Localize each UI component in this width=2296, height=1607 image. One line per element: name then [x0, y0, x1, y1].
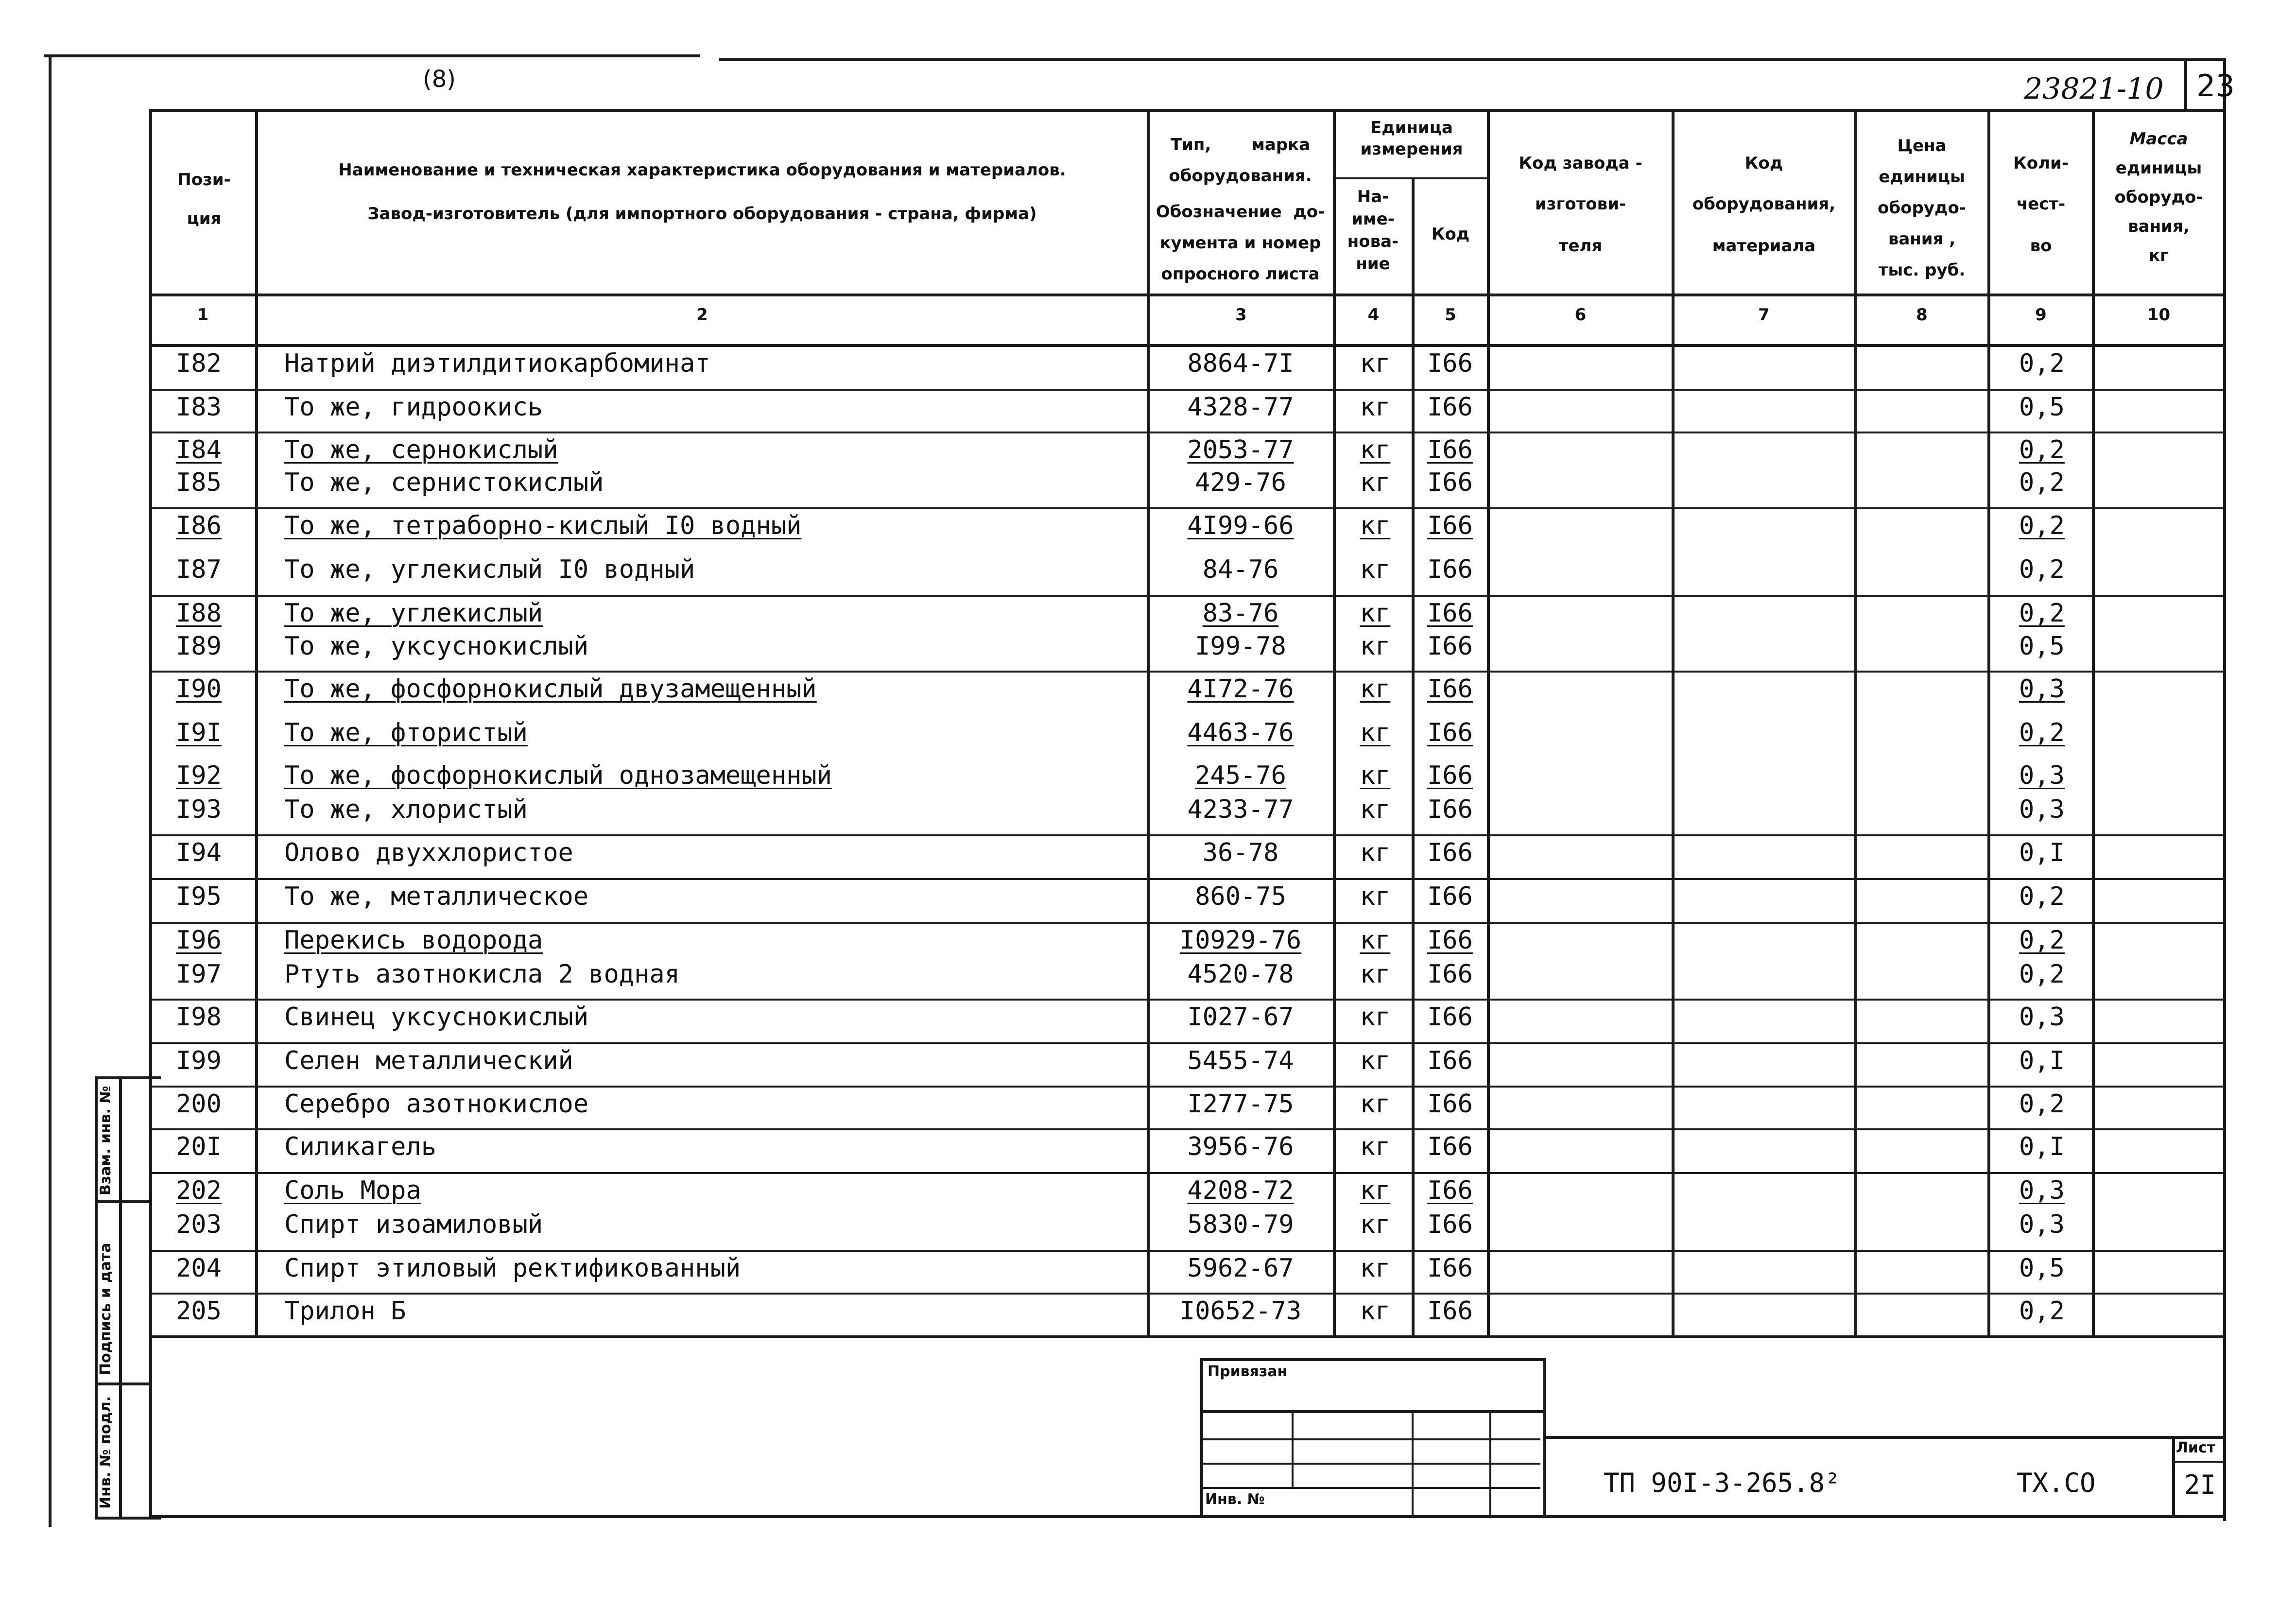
row-unit: кг [1360, 435, 1391, 465]
col-number: 2 [696, 305, 708, 325]
row-document: 4I99-66 [1187, 511, 1294, 540]
sheet-number: 2I [2184, 1469, 2216, 1500]
row-name: Силикагель [284, 1132, 437, 1161]
row-quantity: 0,5 [2019, 632, 2065, 661]
row-quantity: 0,3 [2019, 1176, 2065, 1205]
row-name: Селен металлический [284, 1046, 573, 1075]
row-name: То же, гидроокись [284, 393, 543, 422]
row-quantity: 0,2 [2019, 349, 2065, 378]
row-document: 4233-77 [1187, 795, 1294, 824]
header-plant-l3: теля [1558, 236, 1603, 256]
row-document: I027-67 [1187, 1002, 1294, 1032]
header-equip-l1: Код [1744, 154, 1783, 173]
row-quantity: 0,3 [2019, 1210, 2065, 1239]
row-position: I90 [176, 674, 222, 704]
page-marker: (8) [423, 66, 456, 93]
row-position: I82 [176, 349, 222, 378]
header-qty-l3: во [2030, 236, 2052, 256]
row-separator [149, 878, 2223, 880]
row-name: Спирт этиловый ректификованный [284, 1254, 741, 1283]
col-number: 10 [2147, 305, 2171, 325]
row-quantity: 0,2 [2019, 1089, 2065, 1119]
row-unit-code: I66 [1427, 393, 1473, 422]
row-quantity: 0,2 [2019, 435, 2065, 465]
row-name: То же, фтористый [284, 718, 528, 747]
row-unit: кг [1360, 674, 1391, 704]
header-price-l1: Цена [1897, 136, 1947, 156]
unit-group-line [1333, 177, 1487, 179]
row-quantity: 0,2 [2019, 882, 2065, 911]
row-position: I96 [176, 926, 222, 955]
row-unit-code: I66 [1427, 718, 1473, 747]
row-unit: кг [1360, 1176, 1391, 1205]
row-document: 4328-77 [1187, 393, 1294, 422]
row-unit: кг [1360, 718, 1391, 747]
col-number: 4 [1367, 305, 1380, 325]
row-quantity: 0,2 [2019, 926, 2065, 955]
page-number: 23 [2196, 68, 2235, 104]
row-position: I98 [176, 1002, 222, 1032]
row-quantity: 0,2 [2019, 555, 2065, 584]
col-number: 8 [1916, 305, 1928, 325]
side-stamp-sep-2 [95, 1382, 149, 1385]
row-position: 200 [176, 1089, 222, 1119]
row-separator [149, 834, 2223, 836]
row-separator [149, 1128, 2223, 1130]
row-name: То же, металлическое [284, 882, 589, 911]
row-position: I9I [176, 718, 222, 747]
row-unit-code: I66 [1427, 468, 1473, 497]
row-quantity: 0,2 [2019, 718, 2065, 747]
row-name: Перекись водорода [284, 926, 543, 955]
row-quantity: 0,3 [2019, 761, 2065, 790]
row-unit-code: I66 [1427, 960, 1473, 989]
row-unit: кг [1360, 882, 1391, 911]
row-position: I97 [176, 960, 222, 989]
row-position: I87 [176, 555, 222, 584]
row-unit-code: I66 [1427, 761, 1473, 790]
row-separator [149, 1172, 2223, 1174]
row-quantity: 0,5 [2019, 1254, 2065, 1283]
header-unit-group-l1: Единица [1370, 118, 1453, 138]
row-unit: кг [1360, 632, 1391, 661]
row-unit: кг [1360, 1254, 1391, 1283]
row-quantity: 0,2 [2019, 599, 2065, 628]
attached-col-2 [1412, 1410, 1414, 1515]
row-document: 245-76 [1195, 761, 1286, 790]
row-unit: кг [1360, 1296, 1391, 1326]
header-pos: Пози- ция [177, 170, 231, 228]
row-document: I277-75 [1187, 1089, 1294, 1119]
header-equip-l2: оборудования, [1692, 194, 1836, 214]
row-quantity: 0,3 [2019, 1002, 2065, 1032]
row-name: Ртуть азотнокисла 2 водная [284, 960, 680, 989]
header-bottom [149, 294, 2223, 296]
row-document: I0929-76 [1179, 926, 1302, 955]
row-unit: кг [1360, 555, 1391, 584]
row-unit-code: I66 [1427, 926, 1473, 955]
row-unit: кг [1360, 761, 1391, 790]
row-name: Натрий диэтилдитиокарбоминат [284, 349, 710, 378]
stamp-top-line [1543, 1436, 2223, 1439]
row-unit: кг [1360, 599, 1391, 628]
row-unit: кг [1360, 1132, 1391, 1161]
header-price-l2: единицы [1879, 167, 1965, 187]
header-doc-l1: Тип, марка [1170, 135, 1311, 155]
row-document: 8864-7I [1187, 349, 1294, 378]
row-position: I84 [176, 435, 222, 465]
row-quantity: 0,3 [2019, 674, 2065, 704]
row-separator [149, 432, 2223, 433]
row-name: Олово двуххлористое [284, 838, 573, 867]
row-name: Серебро азотнокислое [284, 1089, 589, 1119]
header-mass-l5: кг [2149, 246, 2169, 265]
row-unit: кг [1360, 511, 1391, 540]
row-position: 204 [176, 1254, 222, 1283]
row-document: 5455-74 [1187, 1046, 1294, 1075]
attached-label: Привязан [1208, 1363, 1288, 1380]
row-document: 5962-67 [1187, 1254, 1294, 1283]
header-unit-code: Код [1431, 225, 1470, 244]
row-name: То же, углекислый [284, 599, 543, 628]
attached-line-1 [1200, 1410, 1543, 1413]
row-unit-code: I66 [1427, 435, 1473, 465]
side-label-inv-podl: Инв. № подл. [97, 1396, 114, 1509]
frame-left [49, 54, 52, 1527]
inv-label: Инв. № [1205, 1491, 1265, 1508]
row-name: То же, уксуснокислый [284, 632, 589, 661]
row-unit: кг [1360, 838, 1391, 867]
row-name: То же, сернистокислый [284, 468, 604, 497]
header-unit-name-l1: На- [1357, 187, 1389, 207]
row-document: 36-78 [1202, 838, 1279, 867]
sheet-label: Лист [2176, 1439, 2216, 1456]
row-unit: кг [1360, 393, 1391, 422]
row-unit: кг [1360, 1002, 1391, 1032]
row-document: I0652-73 [1179, 1296, 1302, 1326]
col-number: 3 [1235, 305, 1247, 325]
row-position: 20I [176, 1132, 222, 1161]
row-unit-code: I66 [1427, 674, 1473, 704]
row-separator [149, 1250, 2223, 1252]
row-unit: кг [1360, 960, 1391, 989]
side-stamp-divider [119, 1076, 122, 1517]
attached-col-1 [1292, 1410, 1294, 1487]
header-plant-l2: изготови- [1535, 194, 1626, 214]
table-bottom [149, 1335, 2223, 1338]
col-sep-3 [1333, 109, 1336, 1338]
header-mass-l3: оборудо- [2114, 188, 2203, 207]
row-unit-code: I66 [1427, 838, 1473, 867]
row-quantity: 0,I [2019, 838, 2065, 867]
sheet-box-mid [2172, 1461, 2223, 1463]
row-position: 205 [176, 1296, 222, 1326]
header-unit-group-l2: измерения [1360, 139, 1463, 159]
col-number: 7 [1758, 305, 1770, 325]
row-unit-code: I66 [1427, 1210, 1473, 1239]
row-unit: кг [1360, 1210, 1391, 1239]
title-block-bottom [149, 1515, 2223, 1518]
header-doc-l4: кумента и номер [1159, 233, 1321, 253]
row-unit: кг [1360, 349, 1391, 378]
header-doc-l5: опросного листа [1161, 264, 1320, 284]
row-unit-code: I66 [1427, 882, 1473, 911]
header-plant-l1: Код завода - [1519, 154, 1642, 173]
header-price-l3: оборудо- [1878, 198, 1966, 218]
row-document: 4208-72 [1187, 1176, 1294, 1205]
stamp-code: ТП 90I-3-265.8² [1604, 1468, 1841, 1498]
header-price-l4: вания , [1888, 229, 1956, 249]
row-name: Трилон Б [284, 1296, 406, 1326]
row-unit-code: I66 [1427, 632, 1473, 661]
col-number: 9 [2035, 305, 2047, 325]
row-document: 84-76 [1202, 555, 1279, 584]
header-unit-name-l2: име- [1351, 209, 1395, 229]
row-position: 203 [176, 1210, 222, 1239]
row-separator [149, 507, 2223, 509]
row-position: I86 [176, 511, 222, 540]
row-unit-code: I66 [1427, 795, 1473, 824]
row-position: I94 [176, 838, 222, 867]
side-stamp-sep-1 [95, 1200, 149, 1203]
row-position: I92 [176, 761, 222, 790]
row-position: I89 [176, 632, 222, 661]
col-sep-1 [255, 109, 258, 1338]
row-quantity: 0,I [2019, 1046, 2065, 1075]
row-unit-code: I66 [1427, 555, 1473, 584]
row-document: 860-75 [1195, 882, 1286, 911]
row-document: 2053-77 [1187, 435, 1294, 465]
row-unit-code: I66 [1427, 349, 1473, 378]
row-document: 4I72-76 [1187, 674, 1294, 704]
header-mass-l1: Масса [2129, 129, 2188, 149]
row-unit-code: I66 [1427, 599, 1473, 628]
row-position: I93 [176, 795, 222, 824]
row-name: То же, фосфорнокислый однозамещенный [284, 761, 832, 790]
row-quantity: 0,2 [2019, 960, 2065, 989]
row-separator [149, 1293, 2223, 1295]
sheet-box-left [2172, 1436, 2175, 1515]
col-sep-5 [1487, 109, 1490, 1338]
row-name: Соль Мора [284, 1176, 421, 1205]
col-number: 6 [1574, 305, 1587, 325]
col-number: 5 [1445, 305, 1456, 325]
row-position: I85 [176, 468, 222, 497]
frame-right [2223, 58, 2226, 1521]
table-top [149, 109, 2223, 112]
row-separator [149, 671, 2223, 673]
row-quantity: 0,5 [2019, 393, 2065, 422]
row-quantity: 0,2 [2019, 511, 2065, 540]
header-qty-l1: Коли- [2013, 154, 2069, 173]
row-name: То же, фосфорнокислый двузамещенный [284, 674, 817, 704]
row-position: I83 [176, 393, 222, 422]
row-position: 202 [176, 1176, 222, 1205]
row-name: Спирт изоамиловый [284, 1210, 543, 1239]
side-label-vzam: Взам. инв. № [97, 1086, 114, 1195]
attached-col-3 [1489, 1410, 1491, 1515]
row-unit-code: I66 [1427, 1254, 1473, 1283]
row-unit-code: I66 [1427, 1176, 1473, 1205]
row-unit: кг [1360, 468, 1391, 497]
row-document: 5830-79 [1187, 1210, 1294, 1239]
row-position: I95 [176, 882, 222, 911]
row-document: 3956-76 [1187, 1132, 1294, 1161]
row-quantity: 0,2 [2019, 1296, 2065, 1326]
row-quantity: 0,3 [2019, 795, 2065, 824]
header-mass-l2: единицы [2115, 158, 2202, 178]
header-doc-l3: Обозначение до- [1156, 202, 1325, 222]
header-price-l5: тыс. руб. [1878, 260, 1966, 280]
row-unit-code: I66 [1427, 1089, 1473, 1119]
row-name: Свинец уксуснокислый [284, 1002, 589, 1032]
title-block-left [149, 1335, 152, 1518]
frame-top-left [44, 54, 700, 57]
row-document: 4463-76 [1187, 718, 1294, 747]
row-separator [149, 1086, 2223, 1088]
frame-top-right [719, 58, 2226, 61]
row-document: 4520-78 [1187, 960, 1294, 989]
header-name-line2: Завод-изготовитель (для импортного оборудования - страна, фирма) [367, 204, 1037, 224]
side-label-podpis: Подпись и дата [97, 1243, 114, 1375]
row-unit-code: I66 [1427, 1046, 1473, 1075]
header-doc-l2: оборудования. [1169, 166, 1312, 186]
col-sep-6 [1672, 109, 1675, 1338]
row-position: I99 [176, 1046, 222, 1075]
numbers-bottom [149, 344, 2223, 347]
row-document: I99-78 [1195, 632, 1286, 661]
col-sep-7 [1854, 109, 1857, 1338]
row-separator [149, 595, 2223, 597]
row-name: То же, сернокислый [284, 435, 558, 465]
row-name: То же, тетраборно-кислый I0 водный [284, 511, 802, 540]
col-number: 1 [197, 305, 209, 325]
row-document: 83-76 [1202, 599, 1279, 628]
row-separator [149, 1042, 2223, 1044]
row-unit-code: I66 [1427, 1296, 1473, 1326]
row-separator [149, 922, 2223, 924]
row-name: То же, углекислый I0 водный [284, 555, 695, 584]
row-name: То же, хлористый [284, 795, 528, 824]
row-quantity: 0,I [2019, 1132, 2065, 1161]
row-unit: кг [1360, 926, 1391, 955]
row-unit: кг [1360, 1046, 1391, 1075]
row-unit: кг [1360, 795, 1391, 824]
header-qty-l2: чест- [2016, 194, 2066, 214]
row-quantity: 0,2 [2019, 468, 2065, 497]
row-unit-code: I66 [1427, 511, 1473, 540]
row-unit-code: I66 [1427, 1002, 1473, 1032]
row-separator [149, 389, 2223, 391]
header-unit-name-l4: ние [1356, 254, 1390, 274]
row-separator [149, 999, 2223, 1001]
stamp-section: ТХ.СО [2017, 1468, 2096, 1498]
row-document: 429-76 [1195, 468, 1286, 497]
row-unit-code: I66 [1427, 1132, 1473, 1161]
row-position: I88 [176, 599, 222, 628]
header-unit-name-l3: нова- [1347, 232, 1399, 251]
doc-number: 23821-10 [2024, 72, 2164, 106]
header-equip-l3: материала [1712, 236, 1816, 256]
header-name-line1: Наименование и техническая характеристика оборудования и материалов. [338, 160, 1066, 180]
page-number-box-left [2184, 58, 2187, 111]
row-unit: кг [1360, 1089, 1391, 1119]
header-mass-l4: вания, [2128, 217, 2190, 236]
